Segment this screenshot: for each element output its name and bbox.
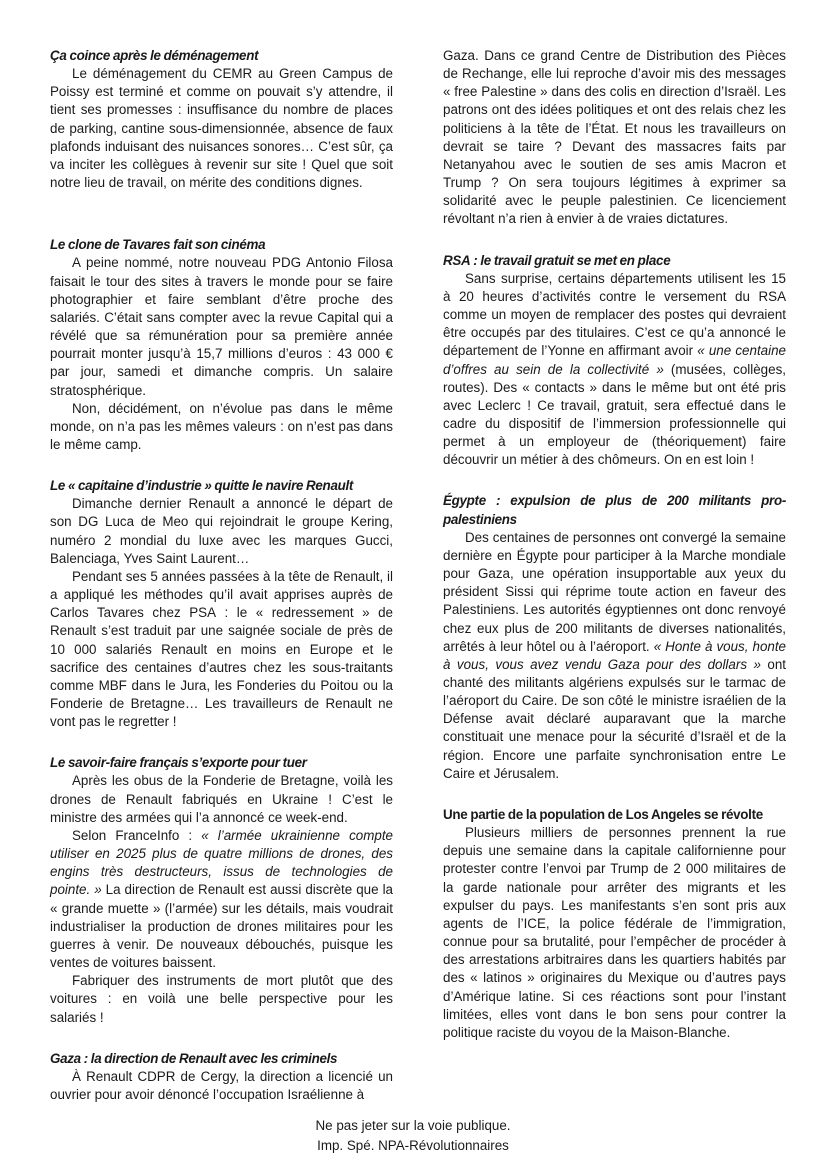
paragraph xyxy=(50,495,393,568)
article-heading: RSA : le travail gratuit se met en place xyxy=(443,252,671,268)
article xyxy=(443,252,786,470)
footer-line-1: Ne pas jeter sur la voie publique. xyxy=(315,1118,511,1133)
article-heading: Ça coince après le déménagement xyxy=(50,48,259,63)
paragraph xyxy=(50,972,393,1026)
article xyxy=(50,754,393,1026)
body-text: Sans surprise, certains départements utilisent les 15 à 20 heures d’activités contre le versement du RSA comme un moyen de remplacer des postes qui devraient être occupés par des titulaires. C’est ce qu’a annoncé le département de l’Yonne en affirmant avoir xyxy=(443,270,786,359)
body-text: Gaza. Dans ce grand Centre de Distribution des Pièces de Rechange, elle lui reproche d’avoir mis des messages « free Palestine » dans des colis en direction d’Israël. Les patrons ont des idées politiques et ont des relais chez les politiciens à la tête de l’État. Et nous les travailleurs on devrait se taire ? Devant des massacres faits par Netanyahou avec le soutien de ses amis Macron et Trump ? On sera toujours légitimes à exprimer sa solidarité avec le peuple palestinien. Ce licenciement révoltant n’a rien à envier à de vraies dictatures. xyxy=(443,48,786,227)
paragraph xyxy=(50,827,393,972)
footer-line-2: Imp. Spé. NPA-Révolutionnaires xyxy=(317,1137,509,1153)
article xyxy=(443,806,786,1042)
paragraph xyxy=(50,400,393,454)
paragraph xyxy=(50,568,393,731)
paragraph xyxy=(50,1068,393,1104)
paragraph xyxy=(50,65,393,192)
page-footer xyxy=(0,1116,826,1155)
paragraph xyxy=(443,47,786,229)
quoted-italic-text: « Honte à vous, honte à vous, vous avez vendu Gaza pour des dollars » xyxy=(443,638,787,672)
quoted-italic-text: « l’armée ukrainienne compte utiliser en 2025 plus de quatre millions de drones, des engins très destructeurs, issus de technologies de pointe. » xyxy=(50,827,393,898)
body-text: Le déménagement du CEMR au Green Campus de Poissy est terminé et comme on pouvait s’y attendre, il tient ses promesses : insuffisance du nombre de places de parking, cantine sous-dimensionnée, absence de faux plafonds induisant des nuisances sonores… C’est sûr, ça va inciter les collègues à revenir sur site ! Quel que soit notre lieu de travail, on mérite des conditions dignes. xyxy=(50,66,393,191)
article xyxy=(50,1050,393,1104)
right-column xyxy=(443,47,786,1104)
article-heading: Le savoir-faire français s’exporte pour tuer xyxy=(50,755,307,771)
article xyxy=(50,477,393,731)
article xyxy=(50,236,393,454)
paragraph xyxy=(443,270,786,470)
body-text: (musées, collèges, routes). Des « contacts » dans le même but ont été pris avec Leclerc ! Ce travail, gratuit, sera effectué dans le cadre du dispositif de l’immersion professionnelle qui permet à un employeur de (théoriquement) faire découvrir un métier à des chômeurs. On en est loin ! xyxy=(443,361,786,468)
article xyxy=(443,47,786,229)
body-text: Fabriquer des instruments de mort plutôt que des voitures : en voilà une belle perspective pour les salariés ! xyxy=(50,973,393,1025)
article-heading: Le « capitaine d’industrie » quitte le navire Renault xyxy=(50,478,354,494)
body-text: Pendant ses 5 années passées à la tête de Renault, il a appliqué les méthodes qu’il avait apprises auprès de Carlos Tavares chez PSA : le « redressement » de Renault s’est traduit par une saignée sociale de près de 10 000 salariés Renault en moins en Europe et le sacrifice des centaines d’autres chez les sous-traitants comme MBF dans le Jura, les Fonderies du Poitou ou la Fonderie de Bretagne… Les travailleurs de Renault ne vont pas le regretter ! xyxy=(50,568,393,730)
article-heading: Une partie de la population de Los Angeles se révolte xyxy=(443,806,763,822)
paragraph xyxy=(50,772,393,826)
body-text: Plusieurs milliers de personnes prennent la rue depuis une semaine dans la capitale californienne pour protester contre l’envoi par Trump de 2 000 militaires de la garde nationale pour arrêter des migrants et les expulser du pays. Les manifestants s’en sont pris aux agents de l’ICE, la police fédérale de l’immigration, connue pour sa brutalité, pour l’empêcher de procéder à des arrestations arbitraires dans les quartiers habités par des « latinos » originaires du Mexique ou d’autres pays d’Amérique latine. Si ces réactions sont pour l’instant limitées, elles vont dans le bon sens pour contrer la politique raciste du voyou de la Maison-Blanche. xyxy=(443,825,786,1040)
article-heading: Gaza : la direction de Renault avec les criminels xyxy=(50,1050,338,1066)
paragraph xyxy=(443,824,786,1042)
body-text: Dimanche dernier Renault a annoncé le départ de son DG Luca de Meo qui rejoindrait le groupe Kering, numéro 2 mondial du luxe avec les marques Gucci, Balenciaga, Yves Saint Laurent… xyxy=(50,496,393,566)
body-text: A peine nommé, notre nouveau PDG Antonio Filosa faisait le tour des sites à travers le monde pour se faire photographier et faire semblant d’être proche des salariés. C’était sans compter avec la revue Capital qui a révélé que sa rémunération pour sa première année pourrait monter jusqu’à 15,7 millions d’euros : 43 000 € par jour, samedi et dimanche compris. Un salaire stratosphérique. xyxy=(50,255,393,398)
article-heading: Égypte : expulsion de plus de 200 militants pro-palestiniens xyxy=(443,493,786,527)
article xyxy=(50,47,393,192)
body-text: Selon FranceInfo : xyxy=(72,827,202,843)
paragraph xyxy=(443,529,786,783)
body-text: À Renault CDPR de Cergy, la direction a licencié un ouvrier pour avoir dénoncé l’occupation Israélienne à xyxy=(50,1068,393,1102)
body-text: Après les obus de la Fonderie de Bretagne, voilà les drones de Renault fabriqués en Ukraine ! C’est le ministre des armées qui l’a annoncé ce week-end. xyxy=(50,773,393,825)
quoted-italic-text: « une centaine d’offres au sein de la collectivité » xyxy=(443,343,786,377)
paragraph xyxy=(50,254,393,399)
article xyxy=(443,492,786,783)
text-columns xyxy=(50,47,786,1104)
body-text: Des centaines de personnes ont convergé la semaine dernière en Égypte pour participer à la Marche mondiale pour Gaza, une opération insupportable aux yeux du président Sissi qui réprime toute action en faveur des Palestiniens. Les autorités égyptiennes ont donc renvoyé chez eux plus de 200 militants de diverses nationalités, arrêtés à leur hôtel ou à l’aéroport. xyxy=(443,529,786,654)
body-text: Non, décidément, on n’évolue pas dans le même monde, on n’a pas les mêmes valeurs : on n’est pas dans le même camp. xyxy=(50,400,393,452)
body-text: La direction de Renault est aussi discrète que la « grande muette » (l’armée) sur les détails, mais voudrait industrialiser la production de drones militaires pour les guerres à venir. De nouveaux débouchés, puisque les ventes de voitures baissent. xyxy=(50,882,393,971)
article-heading: Le clone de Tavares fait son cinéma xyxy=(50,237,266,253)
left-column xyxy=(50,47,393,1104)
body-text: ont chanté des militants algériens expulsés sur le tarmac de l’aéroport du Caire. De son côté le ministre israélien de la Défense avait déclaré auparavant que la marche constituait une menace pour la sécurité d’Israël et de la région. Encore une parfaite synchronisation entre Le Caire et Jérusalem. xyxy=(443,656,786,781)
